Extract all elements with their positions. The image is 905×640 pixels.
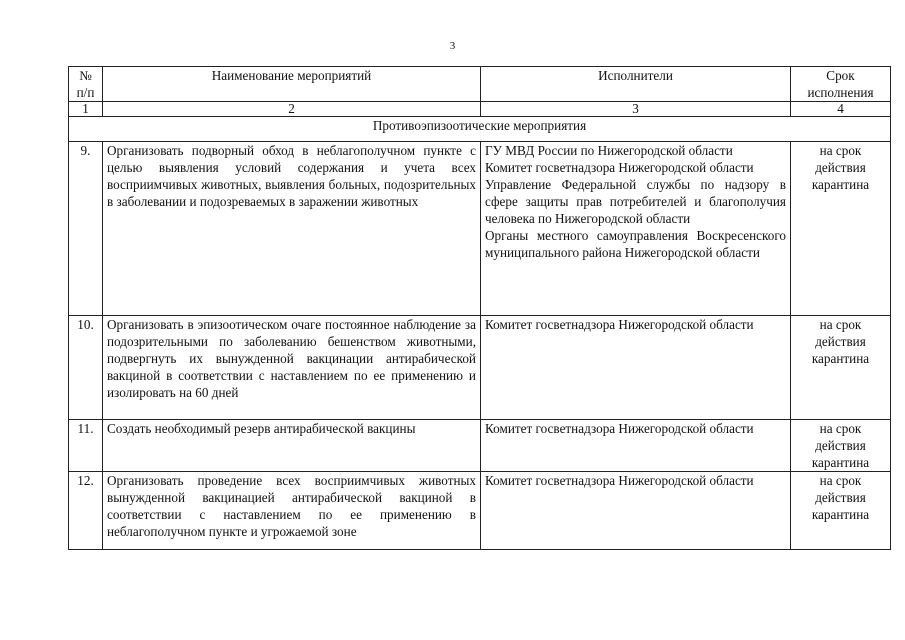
executor-item: Комитет госветнадзора Нижегородской области bbox=[485, 317, 754, 332]
column-number: 4 bbox=[791, 102, 891, 117]
row-term: на срок действия карантина bbox=[791, 472, 891, 550]
executor-item: Комитет госветнадзора Нижегородской области bbox=[485, 473, 754, 488]
column-number: 1 bbox=[69, 102, 103, 117]
measures-table bbox=[68, 66, 891, 550]
row-executors bbox=[481, 472, 791, 550]
executor-item: Органы местного самоуправления Воскресенского муниципального района Нижегородской области bbox=[485, 228, 786, 260]
row-number: 10. bbox=[69, 316, 103, 420]
row-number: 11. bbox=[69, 420, 103, 472]
column-number: 3 bbox=[481, 102, 791, 117]
column-number-row bbox=[69, 102, 891, 117]
page-number: 3 bbox=[449, 40, 456, 52]
row-action: Организовать проведение всех восприимчивых животных вынужденной вакцинацией антирабической вакциной в соответствии с наставлением по ее применению в неблагополучном пункте и угрожаемой зоне bbox=[103, 472, 481, 550]
table-row bbox=[69, 142, 891, 316]
executor-item: ГУ МВД России по Нижегородской области bbox=[485, 143, 733, 158]
row-number: 12. bbox=[69, 472, 103, 550]
header-name: Наименование мероприятий bbox=[103, 67, 481, 102]
row-action: Создать необходимый резерв антирабической вакцины bbox=[103, 420, 481, 472]
table-header-row bbox=[69, 67, 891, 102]
row-executors bbox=[481, 420, 791, 472]
executor-item: Комитет госветнадзора Нижегородской области bbox=[485, 421, 754, 436]
section-row bbox=[69, 117, 891, 142]
header-num: № п/п bbox=[69, 67, 103, 102]
row-action: Организовать в эпизоотическом очаге постоянное наблюдение за подозрительными по заболеванию бешенством животными, подвергнуть их вынужденной вакцинации антирабической вакциной в соответствии с наставлением по ее применению и изолировать на 60 дней bbox=[103, 316, 481, 420]
table-row bbox=[69, 316, 891, 420]
row-executors bbox=[481, 142, 791, 316]
row-term: на срок действия карантина bbox=[791, 316, 891, 420]
row-executors bbox=[481, 316, 791, 420]
header-term: Срок исполнения bbox=[791, 67, 891, 102]
executor-item: Управление Федеральной службы по надзору в сфере защиты прав потребителей и благополучия человека по Нижегородской области bbox=[485, 177, 786, 226]
executor-item: Комитет госветнадзора Нижегородской области bbox=[485, 160, 754, 175]
table-row bbox=[69, 472, 891, 550]
column-number: 2 bbox=[103, 102, 481, 117]
row-action: Организовать подворный обход в неблагополучном пункте с целью выявления условий содержания и учета всех восприимчивых животных, выявления больных, подозрительных в заболевании и подозреваемых в заражении животных bbox=[103, 142, 481, 316]
row-term: на срок действия карантина bbox=[791, 142, 891, 316]
table-row bbox=[69, 420, 891, 472]
row-number: 9. bbox=[69, 142, 103, 316]
header-executors: Исполнители bbox=[481, 67, 791, 102]
row-term: на срок действия карантина bbox=[791, 420, 891, 472]
section-title: Противоэпизоотические мероприятия bbox=[69, 117, 891, 142]
